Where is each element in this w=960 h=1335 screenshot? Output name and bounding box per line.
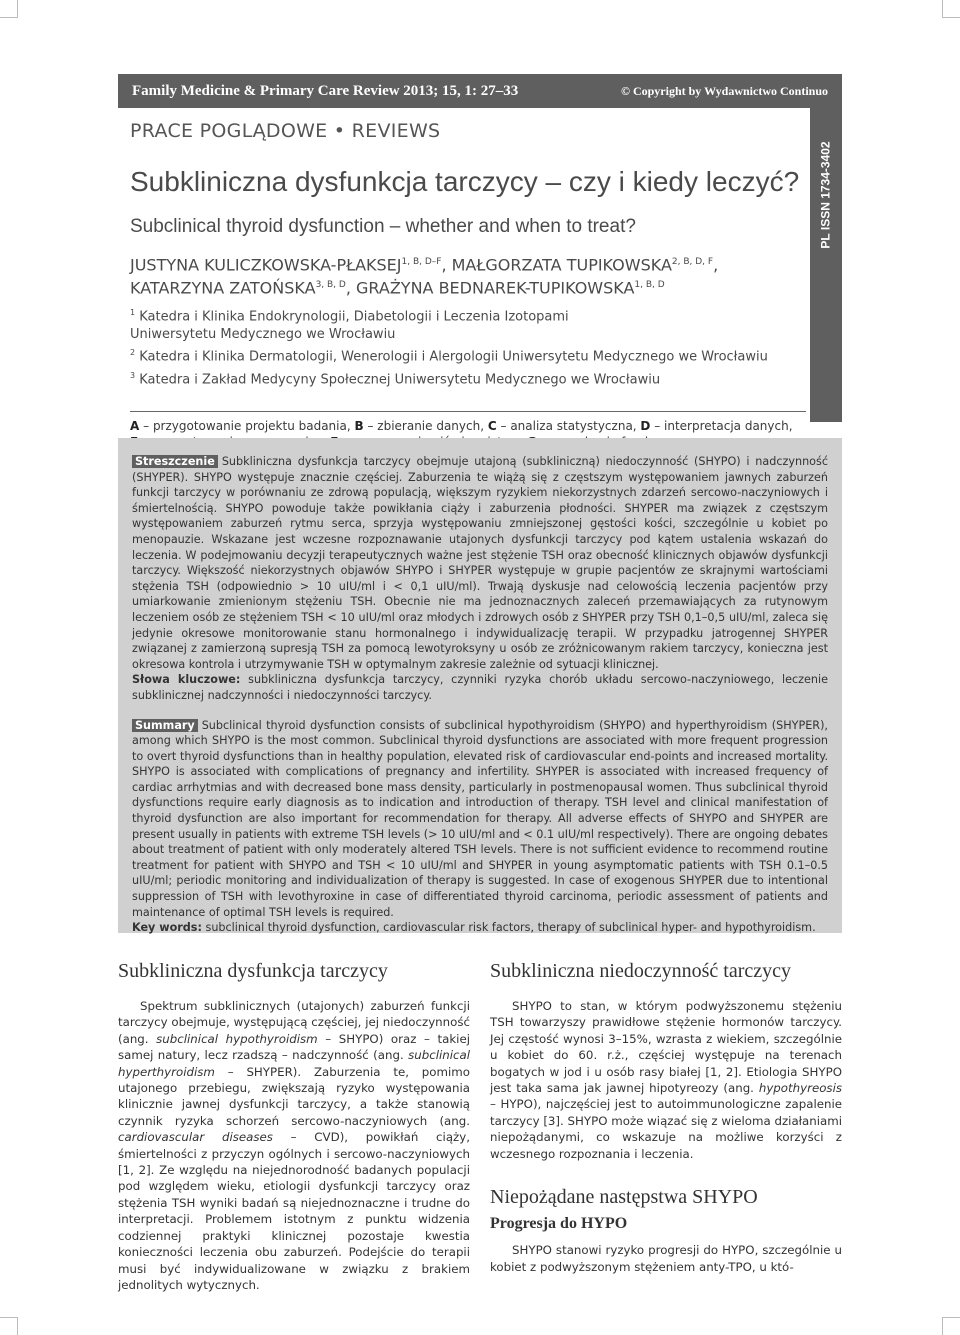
author-contribution: 3, B, D xyxy=(315,280,346,291)
body-term: hypothyreosis xyxy=(758,1081,842,1096)
contribution-key: C xyxy=(487,419,497,433)
crop-mark-top-left xyxy=(0,0,18,18)
journal-bar xyxy=(118,74,842,108)
contribution-key: A xyxy=(130,419,140,433)
keywords-pl-text: subkliniczna dysfunkcja tarczycy, czynniki ryzyka chorób układu sercowo-naczyniowego, leczenie subklinicznej nadczynności i niedoczynności tarczycy. xyxy=(132,673,829,702)
author-list xyxy=(130,252,790,299)
article-title-pl: Subkliniczna dysfunkcja tarczycy – czy i kiedy leczyć? xyxy=(130,166,800,197)
keywords-en-label: Key words: xyxy=(132,921,202,935)
abstract-en-label: Summary xyxy=(132,719,198,732)
keywords-en-text: subclinical thyroid dysfunction, cardiovascular risk factors, therapy of subclinical hyper- and hypothyroidism. xyxy=(205,921,816,935)
left-column xyxy=(118,960,470,1307)
author-name: KATARZYNA ZATOŃSKA xyxy=(130,278,316,298)
crop-mark-bottom-right xyxy=(942,1317,960,1335)
header-divider xyxy=(130,411,806,412)
affiliation-text: Katedra i Klinika Endokrynologii, Diabetologii i Leczenia Izotopami xyxy=(139,309,569,325)
affiliation xyxy=(130,367,800,389)
affiliation-continued: Uniwersytetu Medycznego we Wrocławiu xyxy=(130,327,396,343)
author-name: JUSTYNA KULICZKOWSKA-PŁAKSEJ xyxy=(130,255,402,275)
affiliation-text: Katedra i Klinika Dermatologii, Wenerologii i Alergologii Uniwersytetu Medycznego we Wrocławiu xyxy=(139,349,768,365)
contribution-text: przygotowanie projektu badania, xyxy=(152,419,355,433)
abstract-pl-text: Subkliniczna dysfunkcja tarczycy obejmuje utajoną (subkliniczną) niedoczynność (SHYPO) i nadczynność (SHYPER). SHYPO występuje znacznie częściej. Zaburzenia te wiążą się z częstszym występowaniem jawnych zaburzeń funkcji tarczycy w porównaniu ze zdrową populacją, większym ryzykiem niekorzystnych zdarzeń sercowo-naczyniowych i śmiertelnością. SHYPO powoduje także powikłania ciąży i zaburzenia płodności. SHYPER ma związek z częstszym występowaniem zaburzeń rytmu serca, sprzyja występowaniu zmniejszonej gęstości kości, szczególnie u kobiet po menopauzie. Wskazane jest wczesne rozpoznawanie utajonych dysfunkcji tarczycy pod kątem ustalenia wskazań do leczenia. W podejmowaniu decyzji terapeutycznych ważne jest stężenie TSH oraz obecność klinicznych objawów dysfunkcji tarczycy. Większość niekorzystnych objawów SHYPO i SHYPER występuje w grupie pacjentów ze skrajnymi wartościami stężenia TSH (odpowiednio > 10 uIU/ml i < 0,1 uIU/ml). Trwają dyskusje nad celowością leczenia pacjentów przy umiarkowanie zmienionym stężeniu TSH. Obecnie nie ma jednoznacznych zaleceń przemawiających za rutynowym leczeniem osób ze stężeniem TSH < 10 uIU/ml oraz młodych i zdrowych osób z SHYPER przy TSH 0,1–0,5 uIU/ml, zaleca się jedynie okresowe monitorowanie stanu hormonalnego i indywidualizację terapii. W przypadku jatrogennej SHYPER związanej z zamierzoną supresją TSH za pomocą lewotyroksyny u osób ze zróżnicowanym rakiem tarczycy, konieczna jest okresowa kontrola i utrzymywanie TSH w optymalnym zakresie zależnie od sytuacji klinicznej. xyxy=(132,455,828,671)
section-heading: Subkliniczna dysfunkcja tarczycy xyxy=(118,960,388,982)
journal-citation: Family Medicine & Primary Care Review 2013; 15, 1: 27–33 xyxy=(132,82,519,99)
keywords-pl-label: Słowa kluczowe: xyxy=(132,673,241,687)
contribution-text: analiza statystyczna, xyxy=(510,419,641,433)
article-header xyxy=(118,74,842,433)
author-name: GRAŻYNA BEDNAREK-TUPIKOWSKA xyxy=(356,278,635,298)
author-name: MAŁGORZATA TUPIKOWSKA xyxy=(451,255,672,275)
contribution-text: interpretacja danych, xyxy=(664,419,793,433)
body-term: subclinical hyperthyroidism xyxy=(118,1048,470,1079)
abstract-en-text: Subclinical thyroid dysfunction consists of subclinical hypothyroidism (SHYPO) and hyperthyroidism (SHYPER), among which SHYPO is the most common. Subclinical thyroid dysfunctions are associated with more frequent progression to overt thyroid dysfunctions than in healthy population, elevated risk of cardiovascular end-points and increased mortality. SHYPO is associated with complications of pregnancy and infertility. SHYPER is associated with increased frequency of cardiac arrhytmias and with decreased bone mass density, particularly in postmenopausal women. Thus subclinical thyroid dysfunctions require early diagnosis as to indication and introduction of therapy. TSH level and clinical manifestation of thyroid dysfunction are also important for recommendation for therapy. All adverse effects of SHYPO and SHYPER are present usually in patients with extreme TSH levels (> 10 uIU/ml and < 0.1 uIU/ml respectively). There are ongoing debates about treatment of patient with only moderately altered TSH levels. There is not sufficient evidence to recommend routine treatment for patient with SHYPO and TSH < 10 uIU/ml and SHYPER in young asymptomatic patients with TSH 0.1–0.5 uIU/ml; periodic monitoring and individualization of therapy is suggested. In case of exogenous SHYPER due to intentional suppression of TSH with levothyroxine in case of differentiated thyroid carcinoma, periodic assessment of patients and maintenance of optimal TSH levels is required. xyxy=(132,718,828,919)
contribution-text: zbieranie danych, xyxy=(377,419,488,433)
right-column xyxy=(490,960,842,1289)
author-separator: , xyxy=(345,278,357,298)
contribution-legend: A – przygotowanie projektu badania, B – zbieranie danych, C – analiza statystyczna, D – interpretacja danych, xyxy=(130,418,806,450)
section-heading: Subkliniczna niedoczynność tarczycy xyxy=(490,960,791,982)
keywords-en xyxy=(132,920,828,936)
affiliation-text: Katedra i Zakład Medycyny Społecznej Uniwersytetu Medycznego we Wrocławiu xyxy=(139,371,661,387)
body-text: Spektrum subklinicznych (utajonych) zaburzeń funkcji tarczycy obejmuje, występującą częściej, jej niedoczynność (ang. xyxy=(118,999,470,1046)
abstract-pl-label: Streszczenie xyxy=(132,455,218,468)
body-text: – HYPO), najczęściej jest to autoimmunologiczne zapalenie tarczycy [3]. SHYPO może wiązać się z wieloma działaniami niepożądanymi, co wskazuje na możliwe korzyści z wczesnego rozpoznania i leczenia. xyxy=(490,1097,843,1161)
body-text: SHYPO to stan, w którym podwyższonemu stężeniu TSH towarzyszy prawidłowe stężenie hormonów tarczycy. Jej częstość wynosi 3–15%, wzrasta z wiekiem, szczególnie u kobiet do 60. r.ż., częściej występuje na terenach bogatych w jod i u osób rasy białej [1, 2]. Etiologia SHYPO jest taka sama jak jawnej hipotyreozy (ang. xyxy=(490,999,842,1096)
abstract-en xyxy=(132,718,828,921)
affiliation xyxy=(130,304,800,326)
body-term: cardiovascular diseases xyxy=(118,1130,273,1145)
affiliation-number: 3 xyxy=(130,370,136,380)
body-text: – SHYPO) oraz – takiej samej natury, lecz rzadszą – nadczynność (ang. xyxy=(118,1031,470,1063)
issn-label: PL ISSN 1734-3402 xyxy=(819,141,833,249)
body-paragraph: SHYPO stanowi ryzyko progresji do HYPO, szczególnie u kobiet z podwyższonym stężeniem anty-TPO, u któ- xyxy=(490,1243,842,1274)
section-heading: Niepożądane następstwa SHYPO xyxy=(490,1186,758,1209)
abstract-box xyxy=(118,438,842,933)
crop-mark-bottom-left xyxy=(0,1317,18,1335)
affiliation-number: 1 xyxy=(130,308,136,317)
body-term: subclinical hypothyroidism xyxy=(156,1031,318,1046)
affiliation-number: 2 xyxy=(130,348,136,358)
author-contribution: 1, B, D xyxy=(634,280,665,291)
body-text: – CVD), powikłań ciąży, śmiertelności z przyczyn ogólnych i sercowo-naczyniowych [1, 2]. Ze względu na niejednorodność badanych populacji pod względem wieku, etiologii dysfunkcji tarczycy oraz stężenia TSH wyniki badań są niejednoznaczne i trudne do interpretacji. Problemem istotnym z punktu widzenia codziennej praktyki klinicznej pozostaje kwestia konieczności leczenia obu zaburzeń. Podejście do terapii musi być indywidualizowane w związku z brakiem jednolitych wytycznych. xyxy=(118,1130,470,1292)
author-contribution: 2, B, D, F xyxy=(671,257,714,267)
author-separator: , xyxy=(441,255,452,275)
keywords-pl xyxy=(132,672,828,703)
affiliation-list xyxy=(130,304,800,389)
body-paragraph xyxy=(490,998,842,1162)
author-separator: , xyxy=(713,255,719,275)
contribution-key: B xyxy=(354,419,364,433)
contribution-key: D xyxy=(640,419,651,433)
abstract-pl xyxy=(132,454,828,672)
crop-mark-top-right xyxy=(942,0,960,18)
body-paragraph xyxy=(118,998,470,1293)
article-title-en: Subclinical thyroid dysfunction – whether and when to treat? xyxy=(130,216,636,237)
section-label: PRACE POGLĄDOWE • REVIEWS xyxy=(130,120,441,142)
body-text: – SHYPER). Zaburzenia te, pomimo utajonego przebiegu, zwiększają ryzyko występowania klinicznie jawnej dysfunkcji tarczycy, a także stanowią czynnik ryzyka schorzeń sercowo-naczyniowych (ang. xyxy=(118,1064,470,1128)
affiliation xyxy=(130,344,800,366)
subsection-heading: Progresja do HYPO xyxy=(490,1215,628,1233)
author-contribution: 1, B, D–F xyxy=(401,257,442,267)
copyright-notice: © Copyright by Wydawnictwo Continuo xyxy=(621,83,828,98)
header-content xyxy=(118,108,810,433)
issn-band xyxy=(810,108,842,422)
